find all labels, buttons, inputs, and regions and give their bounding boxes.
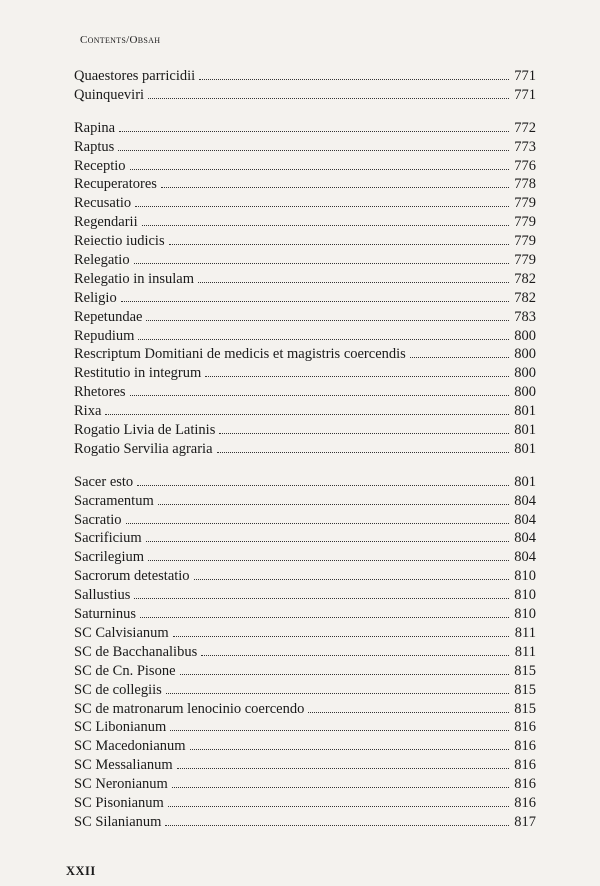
toc-entry [74,700,536,719]
toc-entry-page: 801 [514,403,536,420]
toc-entry [74,270,536,289]
toc-entry-title: Rogatio Servilia agraria [74,440,213,457]
toc-entry-title: Sacrorum detestatio [74,568,190,585]
toc-entry-title: SC Pisonianum [74,794,164,811]
dot-leader [219,433,509,434]
toc-entry [74,511,536,530]
dot-leader [166,693,509,694]
toc-entry-page: 801 [514,473,536,490]
dot-leader [135,206,509,207]
dot-leader [308,712,509,713]
toc-entry-title: Raptus [74,138,115,155]
toc-entry [74,327,536,346]
toc-entry-title: Quaestores parricidii [74,68,196,84]
dot-leader [172,787,509,788]
dot-leader [161,187,509,188]
dot-leader [118,150,509,151]
toc-entry-page: 800 [514,365,536,382]
toc-entry-title: SC Neronianum [74,776,168,793]
toc-entry [74,402,536,421]
toc-entry-page: 778 [514,176,536,193]
toc-entry-page: 771 [514,68,536,84]
toc-entry [74,492,536,511]
toc-entry [74,586,536,605]
dot-leader [121,301,509,302]
toc-entry-title: SC Macedonianum [74,738,186,755]
toc-entry-title: Relegatio in insulam [74,270,195,287]
toc-entry [74,194,536,213]
toc-entry-title: SC Libonianum [74,719,167,736]
toc-entry [74,624,536,643]
toc-entry-page: 804 [514,511,536,528]
toc-entry-page: 779 [514,252,536,269]
dot-leader [134,263,509,264]
dot-leader [146,541,509,542]
toc-entry-title: Rapina [74,119,116,136]
toc-entry-title: Recusatio [74,195,132,212]
dot-leader [105,414,509,415]
toc-entry-page: 800 [514,327,536,344]
toc-entry [74,794,536,813]
toc-entry [74,119,536,138]
toc-entry-title: Sacrificium [74,530,142,547]
toc-entry [74,718,536,737]
toc-entry [74,175,536,194]
toc-entry-page: 804 [514,492,536,509]
toc-entry-page: 783 [514,308,536,325]
dot-leader [169,244,509,245]
toc-entry [74,232,536,251]
toc-entry-page: 810 [514,568,536,585]
dot-leader [137,485,509,486]
toc-entry-page: 804 [514,530,536,547]
toc-entry-title: Receptio [74,157,126,174]
dot-leader [140,617,509,618]
toc-entry [74,421,536,440]
toc-entry [74,473,536,492]
toc-entry-page: 816 [514,757,536,774]
dot-leader [177,768,509,769]
toc-entry-title: Saturninus [74,606,137,623]
dot-leader [201,655,509,656]
toc-entry-title: SC de Cn. Pisone [74,662,176,679]
dot-leader [138,339,509,340]
toc-entry [74,251,536,270]
toc-entry-page: 773 [514,138,536,155]
toc-entry [74,345,536,364]
toc-entry [74,157,536,176]
toc-entry-page: 800 [514,384,536,401]
group-separator [74,459,536,473]
dot-leader [194,579,509,580]
toc-entry-title: Religio [74,289,117,306]
toc-entry-page: 816 [514,794,536,811]
toc-entry-page: 782 [514,289,536,306]
toc-entry-title: Relegatio [74,252,130,269]
toc-entry [74,364,536,383]
toc-entry [74,440,536,459]
page-number: XXII [66,864,96,878]
toc-entry-page: 779 [514,195,536,212]
toc-entry-page: 816 [514,776,536,793]
toc-entry [74,737,536,756]
toc-entry-title: Sacratio [74,511,122,528]
toc-entry-page: 776 [514,157,536,174]
toc-entry-title: Rogatio Livia de Latinis [74,422,216,439]
toc-entry [74,643,536,662]
toc-entry-title: Repetundae [74,308,143,325]
toc-entry-page: 811 [514,624,536,641]
toc-entry-title: Recuperatores [74,176,157,193]
toc-entry-title: Repudium [74,327,135,344]
toc-entry-page: 800 [514,346,536,363]
toc-entry [74,775,536,794]
toc-entry [74,548,536,567]
dot-leader [180,674,509,675]
toc-entry-title: SC de matronarum lenocinio coercendo [74,700,305,717]
dot-leader [130,169,509,170]
toc-entry-title: Sallustius [74,587,131,604]
toc-entry-page: 779 [514,233,536,250]
group-separator [74,105,536,119]
toc-entry [74,308,536,327]
toc-entry [74,138,536,157]
dot-leader [190,749,509,750]
toc-entry-title: Reiectio iudicis [74,233,165,250]
toc-entry-page: 811 [514,643,536,660]
toc-entry-page: 815 [514,700,536,717]
running-header: Contents/Obsah [80,34,161,46]
dot-leader [126,523,509,524]
toc-entry-page: 816 [514,738,536,755]
toc-entry-page: 801 [514,440,536,457]
toc-entry-page: 804 [514,549,536,566]
toc-entry [74,67,536,86]
dot-leader [170,730,509,731]
dot-leader [198,282,509,283]
dot-leader [158,504,509,505]
dot-leader [134,598,509,599]
toc-entry-page: 817 [514,813,536,830]
toc-entry-title: Restitutio in integrum [74,365,202,382]
toc-entry-page: 815 [514,681,536,698]
toc-entry-title: Quinqueviri [74,86,145,103]
toc-entry-page: 815 [514,662,536,679]
toc-entry-page: 810 [514,587,536,604]
toc-entry [74,213,536,232]
toc-entry-title: Sacramentum [74,492,154,509]
dot-leader [199,79,509,80]
dot-leader [146,320,509,321]
toc-entry-title: Rixa [74,403,102,420]
dot-leader [217,452,509,453]
toc-entry-title: SC Messalianum [74,757,173,774]
dot-leader [142,225,509,226]
toc-entry-title: SC de collegiis [74,681,162,698]
toc-entry-title: Sacrilegium [74,549,145,566]
toc-entry-page: 816 [514,719,536,736]
toc-entry [74,383,536,402]
toc-entry-page: 810 [514,606,536,623]
toc-entry-title: Rescriptum Domitiani de medicis et magistris coercendis [74,346,406,363]
toc-entry [74,567,536,586]
dot-leader [168,806,509,807]
toc-entry [74,813,536,832]
toc-entry-title: SC Calvisianum [74,624,169,641]
toc-entry [74,86,536,105]
toc-entry-page: 771 [514,86,536,103]
dot-leader [205,376,509,377]
toc-entry [74,605,536,624]
toc-entry-title: SC Silanianum [74,813,162,830]
dot-leader [119,131,509,132]
table-of-contents [74,67,536,832]
dot-leader [148,98,509,99]
toc-entry-title: Sacer esto [74,473,134,490]
dot-leader [165,825,509,826]
toc-entry [74,681,536,700]
toc-entry-page: 779 [514,214,536,231]
dot-leader [173,636,509,637]
dot-leader [148,560,509,561]
dot-leader [130,395,509,396]
toc-entry-page: 772 [514,119,536,136]
toc-entry-title: SC de Bacchanalibus [74,643,198,660]
toc-entry-title: Rhetores [74,384,126,401]
toc-entry [74,289,536,308]
toc-entry [74,756,536,775]
dot-leader [410,357,509,358]
toc-entry-page: 782 [514,270,536,287]
toc-entry [74,529,536,548]
toc-entry-title: Regendarii [74,214,138,231]
toc-entry-page: 801 [514,422,536,439]
toc-entry [74,662,536,681]
